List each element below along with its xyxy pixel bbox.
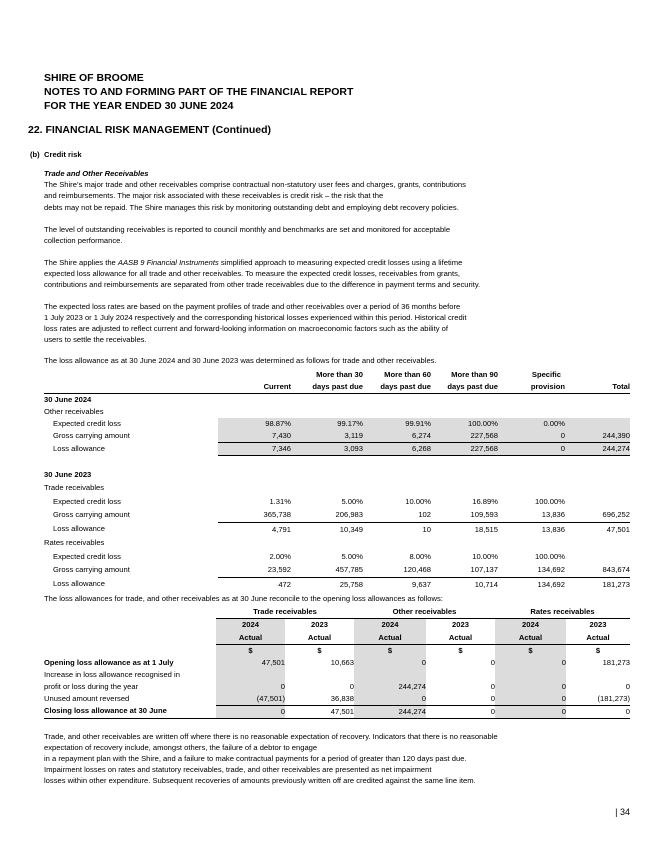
cell: 18,515	[474, 524, 498, 534]
cell: 13,836	[541, 524, 565, 534]
table-row	[44, 657, 630, 669]
cell: 244,390	[565, 430, 630, 443]
cell: 99.17%	[291, 418, 363, 430]
col-header: More than 60	[384, 370, 431, 379]
report-entity: SHIRE OF BROOME	[44, 72, 144, 84]
cell: 6,268	[363, 443, 431, 456]
table-row	[44, 418, 630, 430]
cell: 365,738	[218, 508, 291, 522]
paragraph-3-line: contributions and reimbursements are separated from other trade receivables due to the difference in payment terms and security.	[44, 280, 481, 289]
cell: 134,692	[537, 579, 565, 589]
cell: 25,758	[339, 579, 363, 589]
currency-header: $	[495, 644, 566, 657]
cell: 0	[625, 681, 631, 691]
currency-header: $	[566, 644, 630, 657]
paragraph-7-line: losses within other expenditure. Subsequent recoveries of amounts previously written off are credited against the same line item.	[44, 776, 476, 785]
actual-header: Actual	[448, 632, 473, 642]
cell: 16.89%	[472, 496, 498, 506]
col-header: More than 30	[316, 370, 363, 379]
table-row	[44, 669, 630, 681]
cell: 206,983	[291, 508, 363, 522]
period-label: 30 June 2024	[44, 394, 218, 407]
cell: 0	[498, 443, 565, 456]
cell: 107,137	[431, 563, 498, 577]
paragraph-3-text: simplified approach to measuring expected credit losses using a lifetime	[218, 258, 463, 267]
cell: (181,273)	[566, 693, 630, 706]
reconciliation-table	[44, 606, 630, 719]
cell: 0	[426, 705, 495, 718]
paragraph-6: The loss allowances for trade, and other receivables as at 30 June reconcile to the opening loss allowances as follows:	[44, 594, 443, 603]
col-header: Current	[263, 382, 291, 391]
row-label: Expected credit loss	[53, 496, 121, 506]
cell: 0.00%	[498, 418, 565, 430]
col-header: days past due	[380, 382, 431, 391]
cell: 0	[216, 705, 285, 718]
year-header: 2024	[216, 619, 285, 632]
cell: 47,501	[285, 705, 354, 718]
paragraph-3-line	[44, 257, 462, 268]
standard-reference: AASB 9 Financial Instruments	[117, 258, 219, 267]
cell: 98.87%	[218, 418, 291, 430]
table-row	[44, 495, 630, 509]
currency-header: $	[426, 644, 495, 657]
cell: 0	[426, 693, 495, 706]
group-label: Other receivables	[44, 407, 104, 416]
col-header: provision	[530, 382, 565, 391]
cell: 3,119	[291, 430, 363, 443]
paragraph-7-line: expectation of recovery include, amongst others, the failure of a debtor to engage	[44, 743, 318, 752]
cell: 10.00%	[472, 551, 498, 561]
row-label: profit or loss during the year	[44, 681, 139, 691]
cell: 100.00%	[535, 496, 565, 506]
cell: 244,274	[354, 705, 426, 718]
table-row	[44, 693, 630, 706]
cell: 4,791	[271, 524, 291, 534]
cell: 10,714	[474, 579, 498, 589]
table-row	[44, 550, 630, 564]
paragraph-4-line: loss rates are adjusted to reflect current and forward-looking information on macroeconomic factors such as the ability of	[44, 324, 448, 333]
cell: (47,501)	[216, 693, 285, 706]
cell: 47,501	[606, 524, 630, 534]
report-period: FOR THE YEAR ENDED 30 JUNE 2024	[44, 100, 234, 112]
currency-header: $	[285, 644, 354, 657]
cell: 244,274	[565, 443, 630, 456]
row-label: Expected credit loss	[53, 419, 121, 428]
actual-header: Actual	[354, 632, 426, 645]
row-label: Loss allowance	[53, 579, 105, 589]
row-label: Expected credit loss	[53, 551, 121, 561]
currency-header: $	[354, 644, 426, 657]
cell: 134,692	[498, 563, 565, 577]
cell: 696,252	[565, 508, 630, 522]
year-header: 2024	[354, 619, 426, 632]
row-label: Loss allowance	[53, 444, 105, 453]
cell: 181,273	[602, 579, 630, 589]
cell: 181,273	[602, 657, 631, 667]
table-row	[44, 681, 630, 693]
year-header: 2024	[495, 619, 566, 632]
table-row	[44, 705, 630, 718]
cell: 0	[354, 657, 426, 669]
cell: 10.00%	[405, 496, 431, 506]
cell: 99.91%	[363, 418, 431, 430]
col-header: More than 90	[451, 370, 498, 379]
cell	[565, 550, 630, 564]
cell: 5.00%	[341, 551, 363, 561]
cell: 0	[490, 681, 495, 691]
cell: 100.00%	[535, 551, 565, 561]
year-header: 2023	[452, 620, 469, 630]
subsection-title: Credit risk	[44, 150, 82, 159]
paragraph-2-line: collection performance.	[44, 236, 123, 245]
cell: 472	[278, 579, 291, 589]
paragraph-1-line: The Shire’s major trade and other receivables comprise contractual non-statutory user fees and charges, grants, contributions	[44, 180, 466, 189]
row-label: Gross carrying amount	[53, 510, 130, 520]
col-header: days past due	[447, 382, 498, 391]
paragraph-4-line: users to settle the receivables.	[44, 335, 147, 344]
cell: 6,274	[363, 430, 431, 443]
year-header: 2023	[589, 620, 607, 630]
report-title: NOTES TO AND FORMING PART OF THE FINANCIAL REPORT	[44, 86, 354, 98]
actual-header: Actual	[586, 632, 610, 642]
cell: 9,637	[411, 579, 431, 589]
table-row	[44, 508, 630, 522]
table-row	[44, 563, 630, 577]
cell: 120,468	[363, 563, 431, 577]
col-header: Total	[612, 382, 630, 391]
cell: 102	[363, 508, 431, 522]
cell: 1.31%	[269, 496, 291, 506]
cell: 0	[495, 681, 566, 693]
year-header: 2023	[311, 620, 328, 630]
cell: 5.00%	[341, 496, 363, 506]
paragraph-4-line: The expected loss rates are based on the payment profiles of trade and other receivables over a period of 36 months before	[44, 302, 461, 311]
cell: 0	[495, 693, 566, 706]
cell: 10	[422, 524, 431, 534]
cell: 227,568	[431, 430, 498, 443]
row-label: Gross carrying amount	[53, 431, 130, 441]
paragraph-7-line: Trade, and other receivables are written off where there is no reasonable expectation of recovery. Indicators that there is no reasonable	[44, 732, 498, 741]
cell: 0	[495, 657, 566, 669]
section-title: 22. FINANCIAL RISK MANAGEMENT (Continued)	[28, 124, 272, 136]
row-label: Gross carrying amount	[53, 565, 130, 575]
table-row	[44, 577, 630, 591]
group-label: Rates receivables	[44, 538, 105, 547]
group-header: Trade receivables	[216, 606, 354, 619]
col-header: days past due	[312, 382, 363, 391]
page-number: | 34	[615, 807, 630, 817]
paragraph-1-line: debts may not be repaid. The Shire manages this risk by monitoring outstanding debt and employing debt recovery policies.	[44, 203, 459, 212]
cell: 10,349	[339, 524, 363, 534]
paragraph-7-line: in a repayment plan with the Shire, and a failure to make contractual payments for a period of greater than 120 days past due.	[44, 754, 467, 763]
cell: 8.00%	[409, 551, 431, 561]
group-header: Rates receivables	[495, 606, 630, 619]
cell: 0	[490, 657, 495, 667]
group-header: Other receivables	[354, 606, 495, 619]
paragraph-2-line: The level of outstanding receivables is reported to council monthly and benchmarks are set and monitored for acceptable	[44, 225, 451, 234]
cell: 3,093	[291, 443, 363, 456]
actual-header: Actual	[495, 632, 566, 645]
cell: 47,501	[216, 657, 285, 669]
cell: 0	[495, 705, 566, 718]
paragraph-3-line: expected loss allowance for all trade and other receivables. To measure the expected credit losses, receivables from grants,	[44, 269, 461, 278]
cell	[565, 418, 630, 430]
cell: 0	[498, 430, 565, 443]
cell	[565, 495, 630, 509]
paragraph-3-text: The Shire applies the	[44, 258, 118, 267]
cell: 2.00%	[269, 551, 291, 561]
currency-header: $	[216, 644, 285, 657]
loss-allowance-table	[44, 369, 630, 591]
table-row	[44, 522, 630, 536]
cell: 0	[354, 693, 426, 706]
paragraph-1-line: and reimbursements. The major risk associated with these receivables is credit risk – the risk that the	[44, 191, 384, 200]
cell: 109,593	[431, 508, 498, 522]
cell: 0	[349, 681, 354, 691]
paragraph-4-line: 1 July 2023 or 1 July 2024 respectively and the corresponding historical losses experienced within this period. Historical credit	[44, 313, 467, 322]
paragraph-5: The loss allowance as at 30 June 2024 and 30 June 2023 was determined as follows for trade and other receivables.	[44, 356, 437, 365]
cell: 36,838	[285, 693, 354, 706]
period-label: 30 June 2023	[44, 470, 92, 479]
table-row	[44, 430, 630, 443]
cell: 0	[216, 681, 285, 693]
cell: 7,430	[218, 430, 291, 443]
cell: 100.00%	[431, 418, 498, 430]
subsection-marker: (b)	[30, 150, 40, 159]
receivables-heading: Trade and Other Receivables	[44, 169, 149, 178]
actual-header: Actual	[307, 632, 332, 642]
cell: 227,568	[431, 443, 498, 456]
cell: 244,274	[354, 681, 426, 693]
row-label: Loss allowance	[53, 524, 105, 534]
actual-header: Actual	[216, 632, 285, 645]
cell: 843,674	[565, 563, 630, 577]
cell: 13,836	[498, 508, 565, 522]
cell: 0	[566, 705, 630, 718]
row-label: Opening loss allowance as at 1 July	[44, 657, 174, 667]
cell: 457,785	[291, 563, 363, 577]
group-label: Trade receivables	[44, 483, 105, 492]
row-label: Closing loss allowance at 30 June	[44, 705, 216, 718]
cell: 10,663	[330, 657, 354, 667]
paragraph-7-line: Impairment losses on rates and statutory receivables, trade, and other receivables are presented as net impairment	[44, 765, 432, 774]
row-label: Unused amount reversed	[44, 693, 130, 703]
col-header: Specific	[531, 370, 561, 379]
cell: 23,592	[218, 563, 291, 577]
row-label: Increase in loss allowance recognised in	[44, 669, 180, 679]
cell: 7,346	[218, 443, 291, 456]
table-row	[44, 443, 630, 456]
